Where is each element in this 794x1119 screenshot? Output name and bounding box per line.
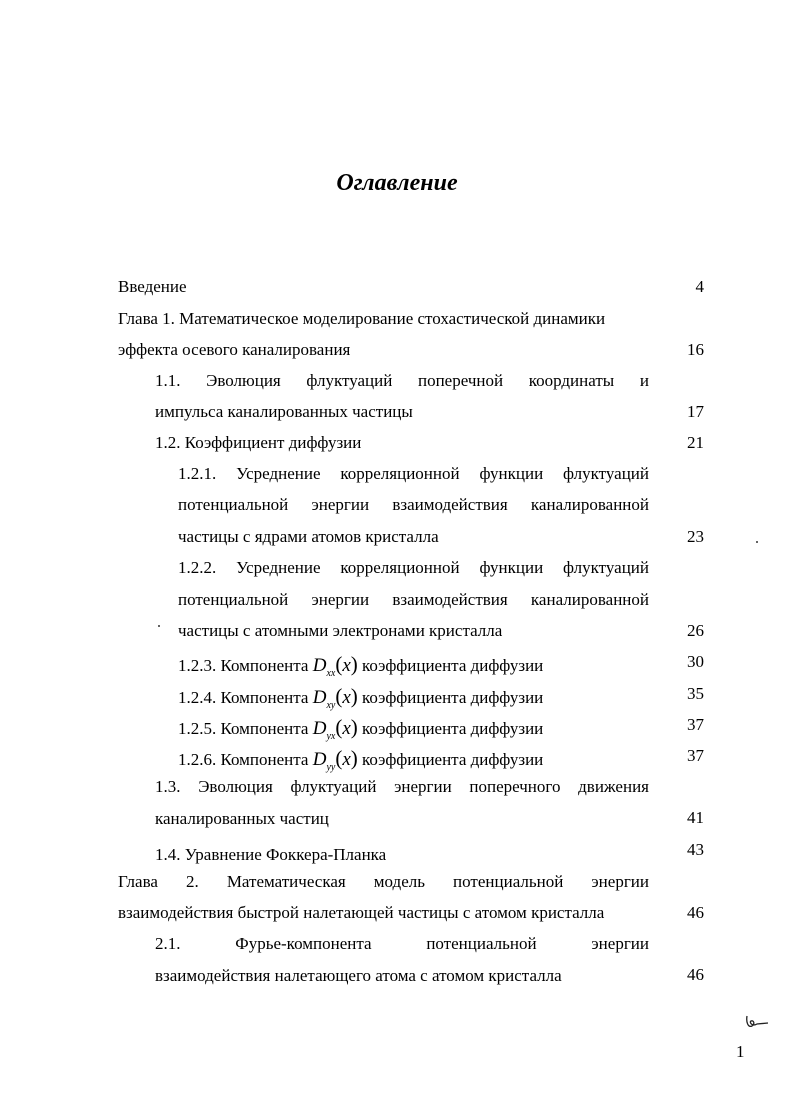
handwritten-initial <box>744 1012 770 1032</box>
toc-page-s1-2-2: 26 <box>687 621 704 640</box>
word: и <box>639 371 649 390</box>
toc-entry-ch1-line2[interactable]: эффекта осевого каналирования <box>118 340 351 359</box>
toc-page-s2-1: 46 <box>687 965 704 984</box>
word: Глава <box>118 872 158 891</box>
toc-entry-s1-1-line2[interactable]: импульса каналированных частицы <box>155 402 413 421</box>
entry-suffix: коэффициента диффузии <box>362 656 544 675</box>
word: потенциальной <box>453 872 564 891</box>
toc-page-s1-4: 43 <box>687 840 704 859</box>
word: флуктуаций <box>306 371 393 390</box>
toc-entry-s1-3-line2[interactable]: каналированных частиц <box>155 809 329 828</box>
math-symbol: $D_{xx}(x)$ <box>312 652 358 679</box>
word: поперечной <box>417 371 504 390</box>
toc-entry-s1-2-3[interactable] <box>178 654 543 684</box>
toc-entry-s1-2-2-line3[interactable]: частицы с атомными электронами кристалла <box>178 621 503 640</box>
entry-prefix: 1.2.4. Компонента <box>178 688 309 707</box>
toc-entry-s1-4[interactable]: 1.4. Уравнение Фоккера-Планка <box>155 845 387 864</box>
word: координаты <box>528 371 615 390</box>
toc-entry-s1-1-line1[interactable] <box>155 371 649 391</box>
word: 2. <box>186 872 199 891</box>
page-title: Оглавление <box>336 170 458 196</box>
toc-entry-ch2-line2[interactable]: взаимодействия быстрой налетающей частицы с атомом кристалла <box>118 903 605 922</box>
toc-entry-s1-2-1-line2[interactable]: потенциальной энергии взаимодействия каналированной <box>178 495 649 514</box>
word: 2.1. <box>155 934 181 953</box>
toc-entry-intro[interactable]: Введение <box>118 277 187 296</box>
word: Фурье-компонента <box>235 934 372 953</box>
toc-entry-s1-2-6[interactable] <box>178 748 543 778</box>
toc-page-ch2: 46 <box>687 903 704 922</box>
toc-page-s1-2-3: 30 <box>687 652 704 671</box>
math-symbol: $D_{yy}(x)$ <box>312 746 358 773</box>
toc-entry-s2-1-line1[interactable] <box>155 934 649 954</box>
toc-entry-s1-2-2-line2[interactable]: потенциальной энергии взаимодействия каналированной <box>178 590 649 609</box>
toc-entry-ch1-line1[interactable]: Глава 1. Математическое моделирование стохастической динамики <box>118 309 606 328</box>
toc-entry-s1-2-1-line1[interactable]: 1.2.1. Усреднение корреляционной функции флуктуаций <box>178 464 649 483</box>
word: энергии <box>591 934 649 953</box>
toc-page-intro: 4 <box>695 277 704 296</box>
toc-entry-s1-2-4[interactable] <box>178 686 543 716</box>
toc-page-s1-2-5: 37 <box>687 715 704 734</box>
toc-page-s1-2-1: 23 <box>687 527 704 546</box>
toc-entry-s1-2-5[interactable] <box>178 717 543 747</box>
entry-suffix: коэффициента диффузии <box>362 719 544 738</box>
toc-entry-ch2-line1[interactable] <box>118 872 649 892</box>
entry-suffix: коэффициента диффузии <box>362 688 544 707</box>
word: энергии <box>591 872 649 891</box>
entry-prefix: 1.2.6. Компонента <box>178 750 309 769</box>
toc-page-s1-2-6: 37 <box>687 746 704 765</box>
toc-page-s1-2-4: 35 <box>687 684 704 703</box>
entry-suffix: коэффициента диффузии <box>362 750 544 769</box>
toc-entry-s1-3-line1[interactable]: 1.3. Эволюция флуктуаций энергии поперечного движения <box>155 777 649 796</box>
toc-page-s1-1: 17 <box>687 402 704 421</box>
word: 1.1. <box>155 371 181 390</box>
word: потенциальной <box>426 934 537 953</box>
toc-entry-s1-2-1-line3[interactable]: частицы с ядрами атомов кристалла <box>178 527 439 546</box>
entry-prefix: 1.2.5. Компонента <box>178 719 309 738</box>
toc-page-s1-3: 41 <box>687 808 704 827</box>
math-symbol: $D_{yx}(x)$ <box>312 715 358 742</box>
scan-speck <box>756 541 758 543</box>
word: Эволюция <box>206 371 281 390</box>
toc-entry-s1-2[interactable]: 1.2. Коэффициент диффузии <box>155 433 362 452</box>
scan-speck <box>158 625 160 627</box>
toc-page-s1-2: 21 <box>687 433 704 452</box>
word: модель <box>373 872 425 891</box>
toc-entry-s2-1-line2[interactable]: взаимодействия налетающего атома с атомом кристалла <box>155 966 562 985</box>
page-number: 1 <box>736 1042 745 1061</box>
toc-entry-s1-2-2-line1[interactable]: 1.2.2. Усреднение корреляционной функции флуктуаций <box>178 558 649 577</box>
toc-page-ch1: 16 <box>687 340 704 359</box>
entry-prefix: 1.2.3. Компонента <box>178 656 309 675</box>
word: Математическая <box>226 872 346 891</box>
math-symbol: $D_{xy}(x)$ <box>312 684 358 711</box>
